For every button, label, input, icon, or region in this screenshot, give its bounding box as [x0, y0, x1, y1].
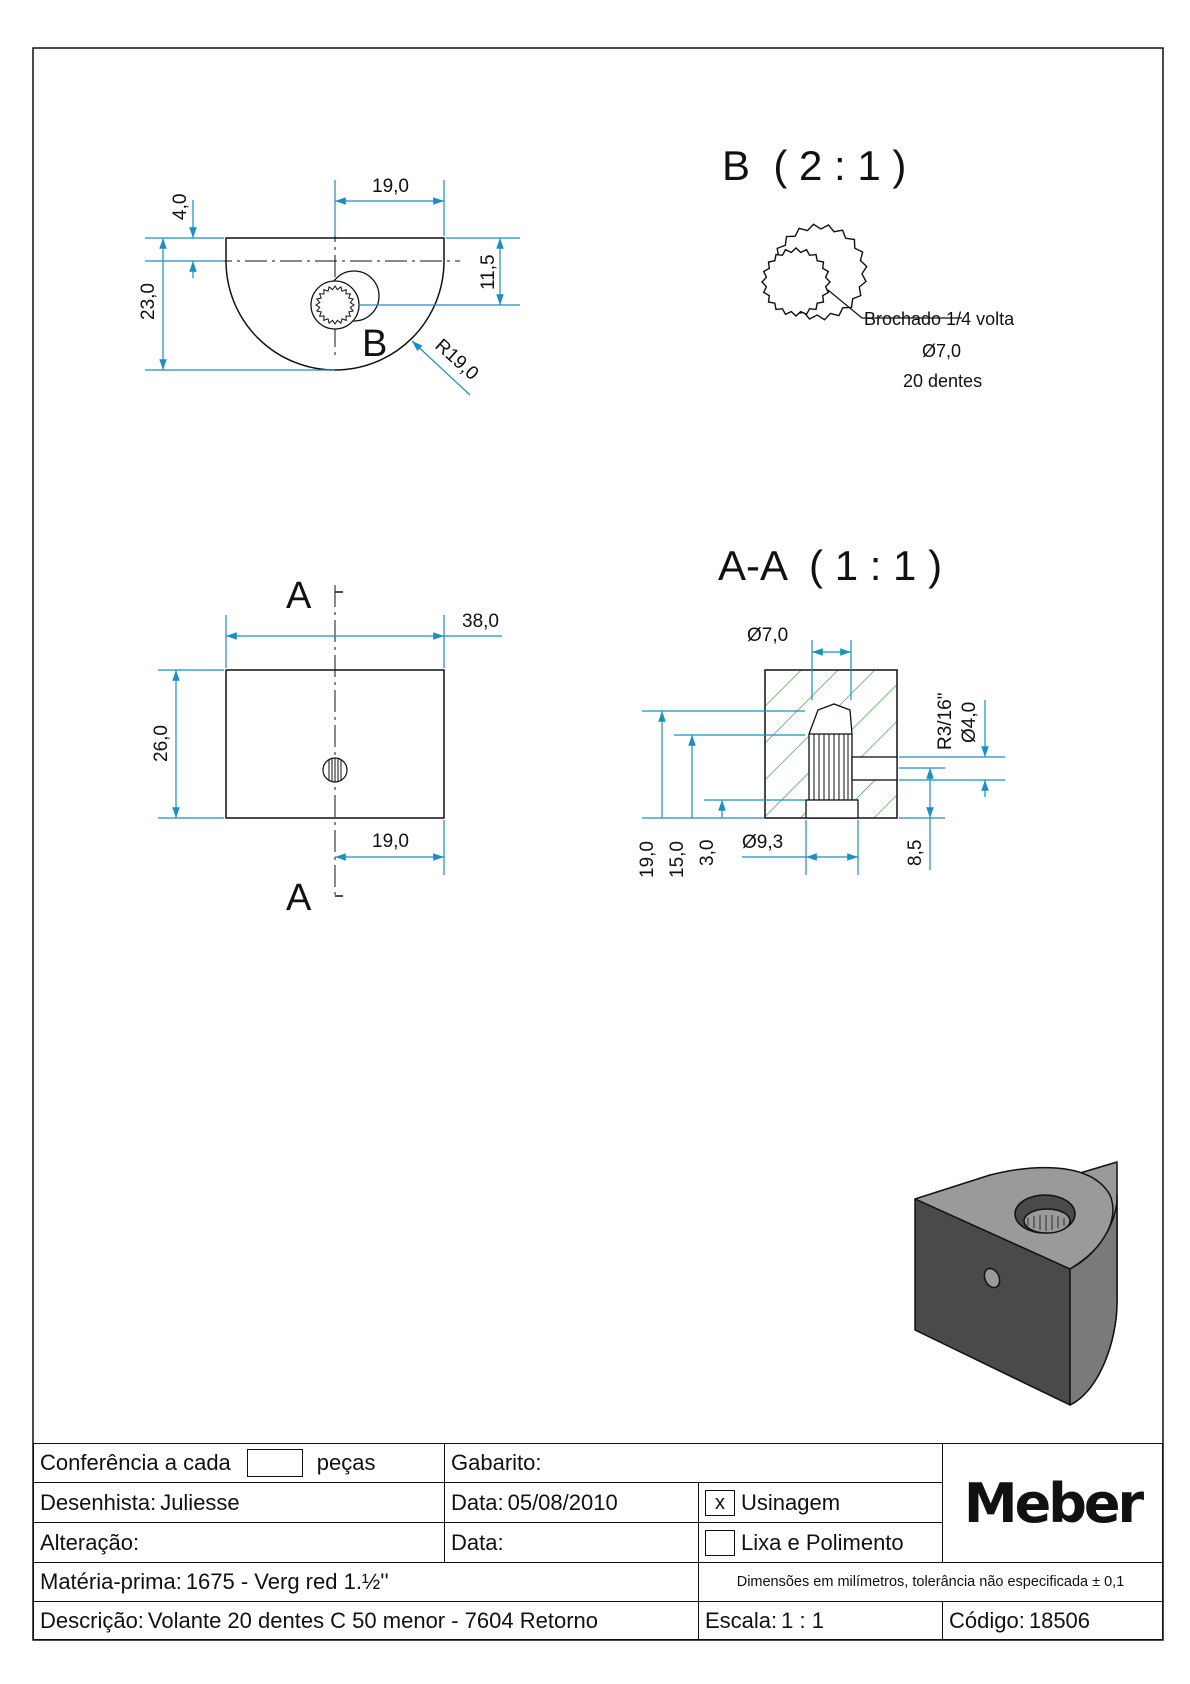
- dim-h3: 3,0: [697, 839, 718, 866]
- dim-front-half: 19,0: [372, 831, 409, 852]
- detail-b-note-3: 20 dentes: [903, 371, 983, 391]
- usinagem-cell: [698, 1482, 943, 1523]
- tolerancia-cell: [698, 1562, 1163, 1602]
- dim-front-height: 26,0: [151, 725, 172, 762]
- descricao-cell: [33, 1601, 699, 1640]
- tolerancia-note: Dimensões em milímetros, tolerância não especificada ± 0,1: [736, 1574, 1125, 1590]
- alteracao-label: Alteração:: [40, 1529, 140, 1555]
- top-view: [138, 176, 520, 395]
- section-aa-view: [637, 542, 1005, 878]
- data-cell: [444, 1482, 699, 1523]
- gabarito-cell: [444, 1443, 943, 1483]
- detail-marker-b: B: [362, 323, 388, 365]
- data-label: Data:: [451, 1489, 504, 1515]
- materia-cell: [33, 1562, 699, 1602]
- dim-h85: 8,5: [905, 839, 926, 866]
- materia-label: Matéria-prima:: [40, 1569, 182, 1594]
- logo-cell: [942, 1443, 1163, 1563]
- conferencia-qty-field[interactable]: [247, 1449, 303, 1477]
- title-block: [33, 1443, 1163, 1640]
- data-value: 05/08/2010: [507, 1489, 618, 1515]
- dim-h19: 19,0: [637, 841, 658, 878]
- escala-cell: [698, 1601, 943, 1640]
- lixa-checkbox[interactable]: [705, 1530, 735, 1556]
- usinagem-label: Usinagem: [741, 1489, 841, 1515]
- lixa-label: Lixa e Polimento: [741, 1529, 904, 1555]
- desenhista-cell: [33, 1482, 445, 1523]
- data2-label: Data:: [451, 1529, 504, 1555]
- sheet-border: [33, 48, 1163, 1640]
- desenhista-label: Desenhista:: [40, 1489, 157, 1515]
- dim-thread: R3/16": [935, 692, 956, 750]
- materia-value: 1675 - Verg red 1.½'': [185, 1569, 389, 1594]
- conferencia-label: Conferência a cada: [40, 1450, 231, 1475]
- detail-b-title: B ( 2 : 1 ): [722, 142, 907, 189]
- escala-label: Escala:: [705, 1607, 778, 1633]
- dim-front-width: 38,0: [462, 611, 499, 632]
- escala-value: 1 : 1: [781, 1607, 824, 1633]
- dim-bore-top: Ø7,0: [747, 625, 789, 646]
- dim-top-offset: 4,0: [170, 193, 191, 220]
- desenhista-value: Juliesse: [160, 1489, 240, 1515]
- data2-cell: [444, 1522, 699, 1563]
- dim-top-center: 11,5: [478, 254, 499, 290]
- isometric-view: [915, 1162, 1117, 1405]
- dim-top-height: 23,0: [138, 283, 159, 320]
- section-label-bottom: A: [286, 877, 312, 919]
- dim-top-width: 19,0: [372, 176, 409, 197]
- dim-bore-bottom: Ø9,3: [742, 832, 784, 853]
- detail-b-view: [722, 142, 1015, 391]
- front-view: [151, 575, 502, 919]
- descricao-label: Descrição:: [40, 1607, 144, 1633]
- codigo-label: Código:: [949, 1607, 1025, 1633]
- dim-h15: 15,0: [667, 841, 688, 878]
- codigo-cell: [942, 1601, 1163, 1640]
- gabarito-label: Gabarito:: [451, 1450, 542, 1475]
- section-label-top: A: [286, 575, 312, 617]
- alteracao-cell: [33, 1522, 445, 1563]
- detail-b-note-2: Ø7,0: [922, 341, 962, 361]
- detail-b-note-1: Brochado 1/4 volta: [864, 309, 1015, 329]
- conferencia-unit: peças: [316, 1450, 376, 1475]
- usinagem-checkbox[interactable]: x: [705, 1490, 735, 1516]
- section-aa-title: A-A ( 1 : 1 ): [718, 542, 943, 589]
- meber-logo: Meber: [963, 1471, 1142, 1535]
- codigo-value: 18506: [1028, 1607, 1091, 1633]
- descricao-value: Volante 20 dentes C 50 menor - 7604 Retorno: [147, 1607, 598, 1633]
- lixa-cell: [698, 1522, 943, 1563]
- dim-top-radius: R19,0: [430, 335, 483, 385]
- dim-side-hole: Ø4,0: [959, 701, 980, 743]
- conferencia-cell: [33, 1443, 445, 1483]
